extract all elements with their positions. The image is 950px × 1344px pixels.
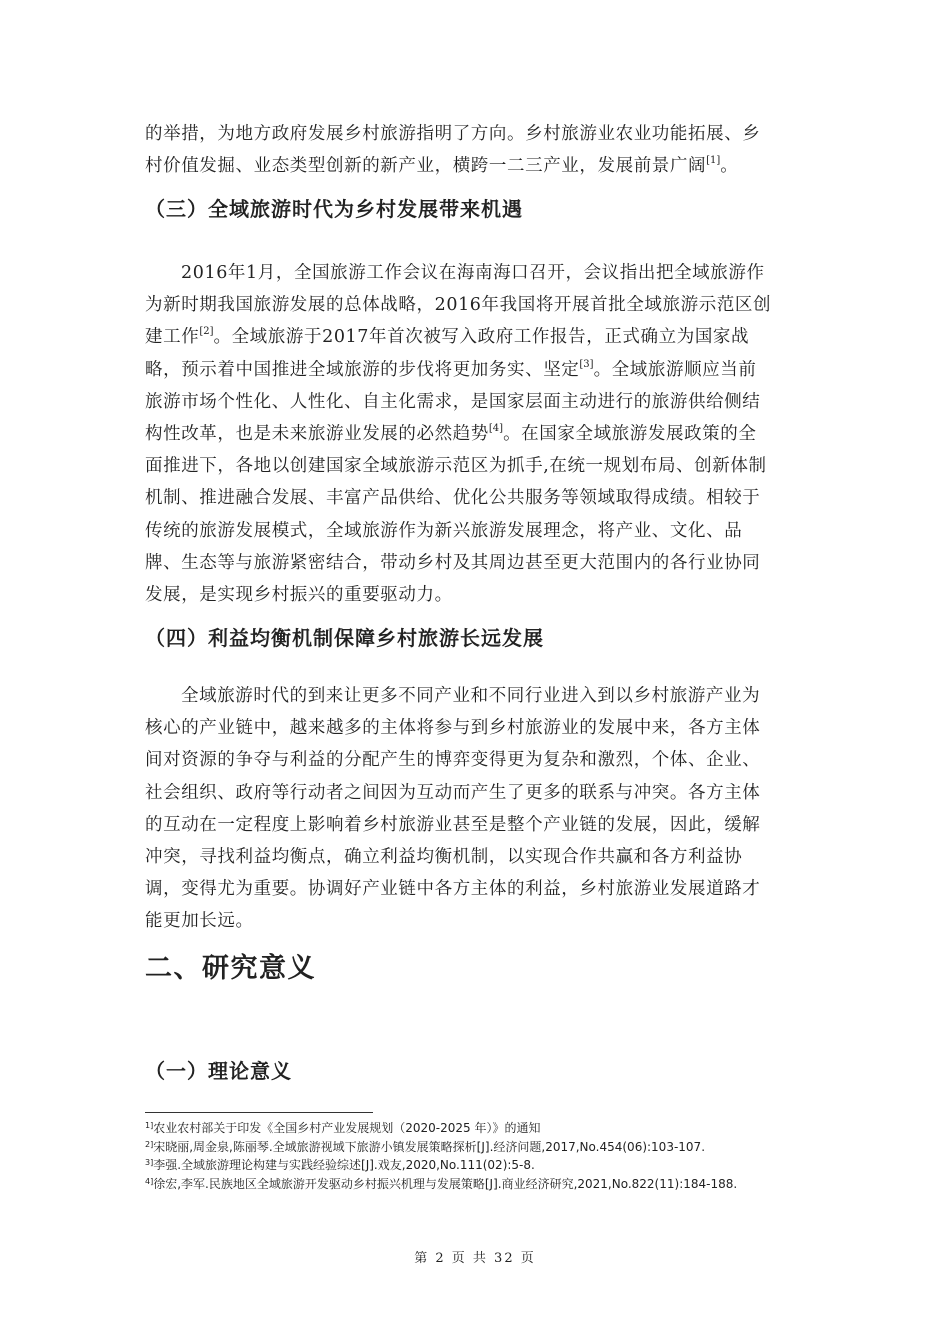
text-line [145,354,811,386]
text-segment: 。在国家全域旅游发展政策的全 [503,424,757,445]
footnote-separator [145,1112,373,1113]
footnote-1 [145,1119,805,1138]
paragraph-intro-continued [145,118,811,182]
text-line: 的互动在一定程度上影响着乡村旅游业甚至是整个产业链的发展，因此，缓解 [145,814,761,835]
page-number: 第 2 页 共 32 页 [414,1251,536,1266]
footnote-text: 徐宏,李军.民族地区全域旅游开发驱动乡村振兴机理与发展策略[J].商业经济研究,2021,No.822(11):184-188. [153,1176,738,1191]
text-line: 面推进下，各地以创建国家全域旅游示范区为抓手,在统一规划布局、创新体制 [145,456,767,477]
footnote-text: 宋晓丽,周金泉,陈丽琴.全域旅游视域下旅游小镇发展策略探析[J].经济问题,2017,No.454(06):103-107. [153,1139,706,1154]
footnotes [145,1119,805,1193]
text-line: 2016年1月，全国旅游工作会议在海南海口召开，会议指出把全域旅游作 [181,263,765,283]
footnote-3 [145,1156,805,1175]
footnote-2 [145,1138,805,1157]
text-segment: 建工作 [145,327,200,348]
text-line: 传统的旅游发展模式，全域旅游作为新兴旅游发展理念，将产业、文化、品 [145,520,743,541]
text-line: 的举措，为地方政府发展乡村旅游指明了方向。乡村旅游业农业功能拓展、乡 [145,124,761,144]
text-segment: 村价值发掘、业态类型创新的新产业，横跨一二三产业，发展前景广阔 [145,156,707,177]
text-line: 机制、推进融合发展、丰富产品供给、优化公共服务等领域取得成绩。相较于 [145,488,761,509]
paragraph-benefit-balance [145,680,811,938]
footnote-text: 农业农村部关于印发《全国乡村产业发展规划（2020-2025 年）》的通知 [153,1121,541,1135]
footnote-marker: 3] [145,1158,154,1167]
text-line: 牌、生态等与旅游紧密结合，带动乡村及其周边甚至更大范围内的各行业协同 [145,552,761,573]
text-line: 调，变得尤为重要。协调好产业链中各方主体的利益，乡村旅游业发展道路才 [145,879,761,900]
citation-ref-4[interactable]: [4] [488,423,504,435]
text-segment: 。全域旅游顺应当前 [593,359,757,380]
heading-section-four: （四）利益均衡机制保障乡村旅游长远发展 [145,626,544,650]
text-line: 为新时期我国旅游发展的总体战略，2016年我国将开展首批全域旅游示范区创 [145,295,772,316]
heading-research-significance: 二、研究意义 [145,953,316,984]
footnote-marker: 4] [145,1176,154,1186]
footnote-text: 李强.全域旅游理论构建与实践经验综述[J].戏友,2020,No.111(02):5-8. [153,1158,535,1172]
text-line [145,321,811,353]
text-segment: 。全域旅游于2017年首次被写入政府工作报告，正式确立为国家战 [213,327,750,348]
text-line [145,418,811,450]
text-line: 全域旅游时代的到来让更多不同产业和不同行业进入到以乡村旅游产业为 [181,686,761,706]
text-segment: 略，预示着中国推进全域旅游的步伐将更加务实、坚定 [145,359,580,380]
text-line: 能更加长远。 [145,911,254,932]
text-segment: 。 [720,156,739,177]
text-line: 发展，是实现乡村振兴的重要驱动力。 [145,585,453,606]
footnote-marker: 1] [145,1121,154,1130]
text-line: 间对资源的争夺与利益的分配产生的博弈变得更为复杂和激烈，个体、企业、 [145,750,761,771]
paragraph-global-tourism [145,257,811,611]
footnote-4 [145,1175,805,1194]
text-line: 核心的产业链中，越来越多的主体将参与到乡村旅游业的发展中来，各方主体 [145,718,761,739]
heading-theoretical-significance: （一）理论意义 [145,1059,292,1083]
citation-ref-2[interactable]: [2] [199,326,214,338]
citation-ref-3[interactable]: [3] [579,358,594,370]
text-line: 旅游市场个性化、人性化、自主化需求，是国家层面主动进行的旅游供给侧结 [145,391,761,412]
text-line [145,150,811,182]
text-segment: 构性改革，也是未来旅游业发展的必然趋势 [145,424,489,445]
footnote-marker: 2] [145,1139,154,1149]
heading-section-three: （三）全域旅游时代为乡村发展带来机遇 [145,197,523,221]
citation-ref-1[interactable]: [1] [706,155,721,167]
text-line: 社会组织、政府等行动者之间因为互动而产生了更多的联系与冲突。各方主体 [145,782,761,803]
text-line: 冲突，寻找利益均衡点，确立利益均衡机制，以实现合作共赢和各方利益协 [145,847,743,868]
